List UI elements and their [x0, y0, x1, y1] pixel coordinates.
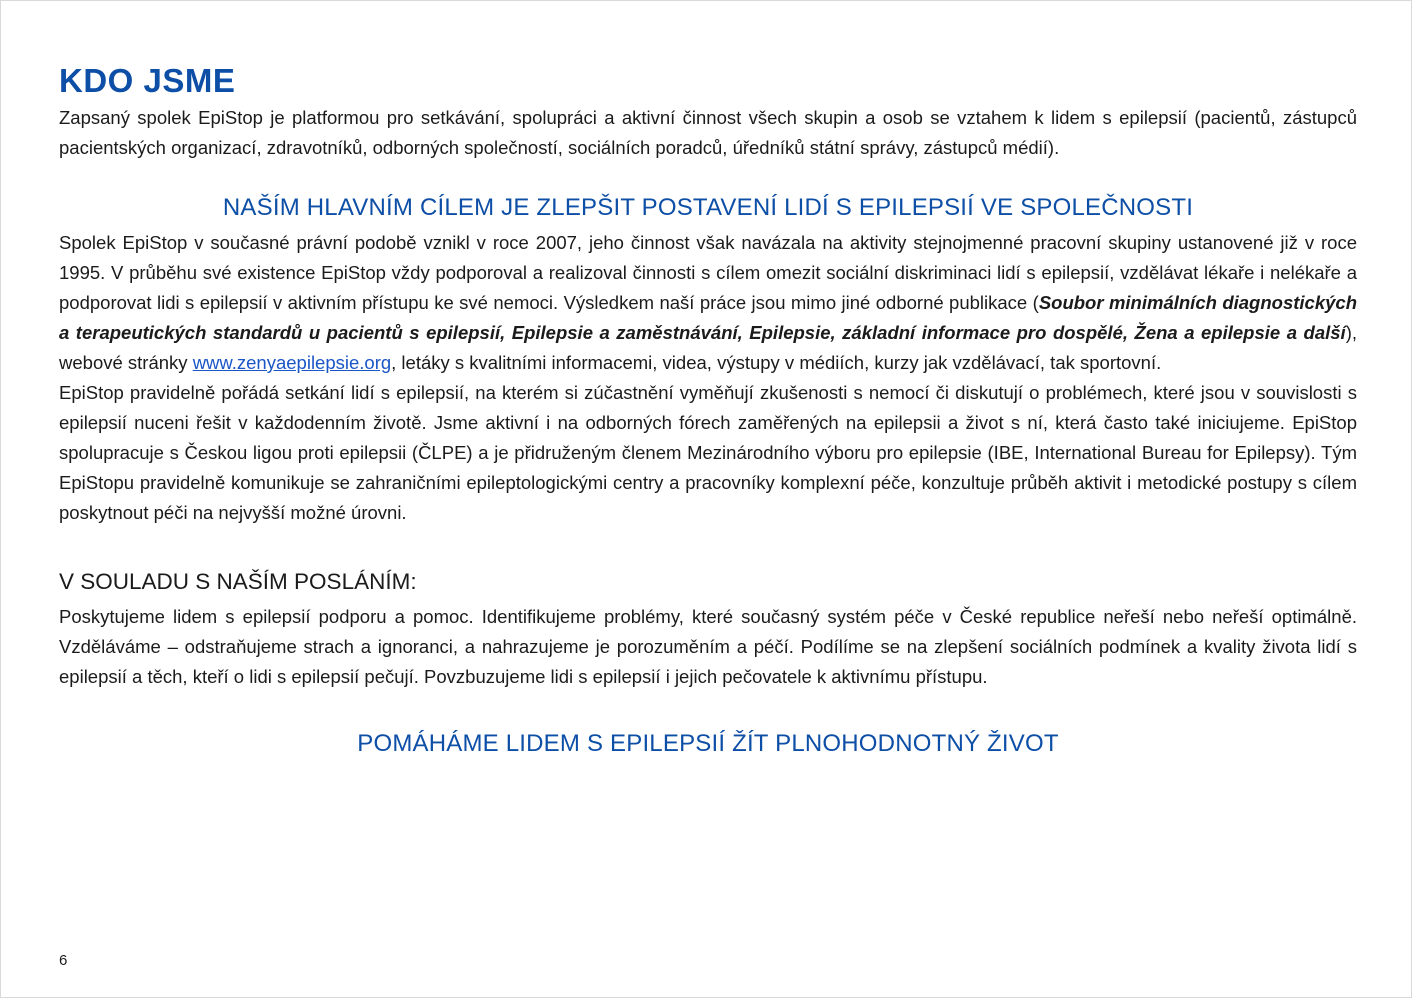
- page-title: KDO JSME: [59, 62, 236, 99]
- publications-list: Soubor minimálních diagnostických a terapeutických standardů u pacientů s epilepsií, Epilepsie a zaměstnávání, Epilepsie, základní informace pro dospělé, Žena a epilepsie a další: [59, 292, 1358, 343]
- history-text-end: , letáky s kvalitními informacemi, videa, výstupy v médiích, kurzy jak vzdělávací, tak sportovní.: [391, 352, 1162, 373]
- history-text-start: Spolek EpiStop v současné právní podobě vznikl v roce 2007, jeho činnost však navázala na aktivity stejnojmenné pracovní skupiny ustanovené již v roce 1995. V průběhu své existence EpiStop vždy podporoval a realizoval činnosti s cílem omezit sociální diskriminaci lidí s epilepsií, vzdělávat lékaře i nelékaře a podporovat lidi s epilepsií v aktivním přístupu ke své nemoci. Výsledkem naší práce jsou mimo jiné odborné publikace (: [59, 232, 1357, 313]
- lead-heading: NAŠÍM HLAVNÍM CÍLEM JE ZLEPŠIT POSTAVENÍ LIDÍ S EPILEPSIÍ VE SPOLEČNOSTI: [222, 194, 1194, 221]
- mission-paragraph: Poskytujeme lidem s epilepsií podporu a pomoc. Identifikujeme problémy, které současný systém péče v České republice neřeší nebo neřeší optimálně. Vzděláváme – odstraňujeme strach a ignoranci, a nahrazujeme je porozuměním a péčí. Podílíme se na zlepšení sociálních podmínek a kvality života lidí s epilepsií a těch, kteří o lidi s epilepsií pečují. Povzbuzujeme lidi s epilepsií i jejich pečovatele k aktivnímu přístupu.: [59, 606, 1357, 687]
- website-link[interactable]: www.zenyaepilepsie.org: [192, 352, 392, 373]
- mission-heading: V SOULADU S NAŠÍM POSLÁNÍM:: [59, 569, 417, 594]
- closing-heading: POMÁHÁME LIDEM S EPILEPSIÍ ŽÍT PLNOHODNOTNÝ ŽIVOT: [357, 730, 1059, 757]
- history-text-middle: ), webové stránky: [59, 322, 1357, 373]
- page-number: 6: [59, 952, 68, 969]
- activities-paragraph: EpiStop pravidelně pořádá setkání lidí s epilepsií, na kterém si zúčastnění vyměňují zkušenosti s nemocí či diskutují o problémech, které jsou v souvislosti s epilepsií nuceni řešit v každodenním životě. Jsme aktivní i na odborných fórech zaměřených na epilepsii a život s ní, která často také iniciujeme. EpiStop spolupracuje s Českou ligou proti epilepsii (ČLPE) a je přidruženým členem Mezinárodního výboru pro epilepsie (IBE, International Bureau for Epilepsy). Tým EpiStopu pravidelně komunikuje se zahraničními epileptologickými centry a pracovníky komplexní péče, konzultuje průběh aktivit i metodické postupy s cílem poskytnout péči na nejvyšší možné úrovni.: [59, 382, 1357, 523]
- intro-paragraph: Zapsaný spolek EpiStop je platformou pro setkávání, spolupráci a aktivní činnost všech skupin a osob se vztahem k lidem s epilepsií (pacientů, zástupců pacientských organizací, zdravotníků, odborných společností, sociálních poradců, úředníků státní správy, zástupců médií).: [59, 107, 1357, 158]
- history-paragraph: [59, 228, 1357, 378]
- page-content: [59, 59, 1357, 764]
